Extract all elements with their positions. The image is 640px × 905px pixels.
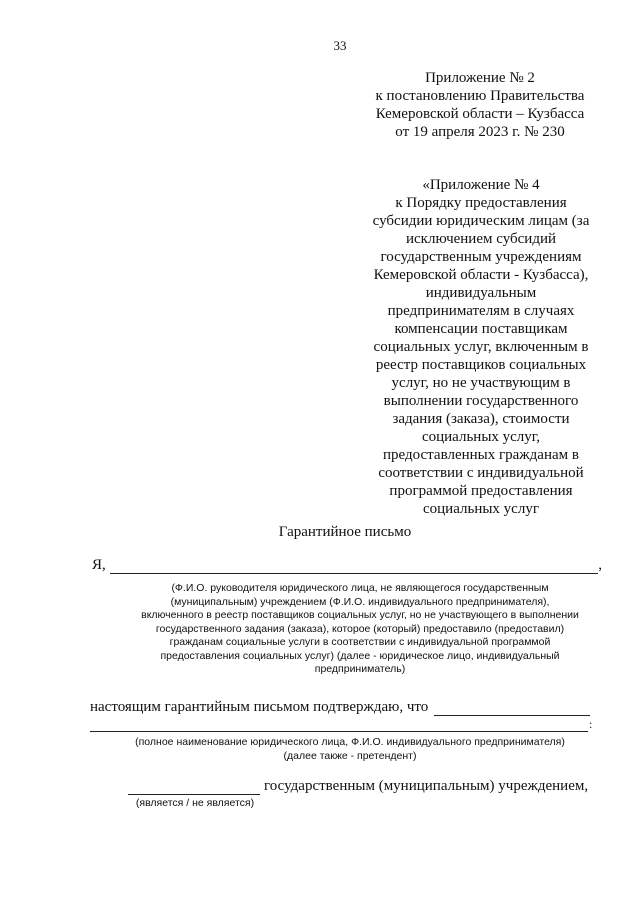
appendix-nested-line: государственным учреждениям: [380, 249, 582, 265]
status-caption: (является / не является): [135, 797, 255, 809]
appendix-nested-line: социальных услуг,: [421, 429, 541, 445]
ya-line-end: ,: [598, 557, 602, 573]
appendix-nested-line: к Порядку предоставления: [395, 195, 567, 211]
appendix-nested-line: социальных услуг, включенным в: [373, 339, 589, 355]
status-field[interactable]: [128, 779, 260, 795]
caption-line: предприниматель): [314, 663, 406, 675]
appendix-header-line: Кемеровской области – Кузбасса: [375, 106, 585, 122]
appendix-nested-line: предпринимателям в случаях: [387, 303, 575, 319]
appendix-nested-line: реестр поставщиков социальных: [375, 357, 587, 373]
appendix-nested-line: задания (заказа), стоимости: [392, 411, 570, 427]
director-name-field[interactable]: [110, 558, 598, 574]
confirm-line: [90, 699, 590, 716]
caption-line: гражданам социальные услуги в соответствии с индивидуальной программой: [169, 636, 551, 648]
status-text: государственным (муниципальным) учреждением,: [264, 778, 589, 794]
ya-line: [92, 557, 602, 574]
appendix-nested-line: исключением субсидий: [405, 231, 556, 247]
confirm-text: настоящим гарантийным письмом подтверждаю, что: [90, 699, 429, 715]
caption-line: (полное наименование юридического лица, Ф.И.О. индивидуального предпринимателя): [135, 736, 565, 748]
appendix-nested-line: предоставленных гражданам в: [383, 447, 579, 463]
appendix-nested-line: выполнении государственного: [383, 393, 579, 409]
caption-line: (Ф.И.О. руководителя юридического лица, не являющегося государственным: [171, 582, 549, 594]
confirm-field[interactable]: [434, 700, 590, 716]
caption-line: (далее также - претендент): [283, 749, 417, 762]
appendix-nested-line: индивидуальным: [425, 285, 537, 301]
ya-label: Я,: [92, 557, 106, 573]
appendix-nested-line: программой предоставления: [389, 483, 573, 499]
appendix-nested-line: Кемеровской области - Кузбасса),: [373, 267, 589, 283]
caption-line: (муниципальным) учреждением (Ф.И.О. индивидуального предпринимателя),: [170, 595, 550, 608]
appendix-nested-line: соответствии с индивидуальной: [378, 465, 584, 481]
director-caption: [80, 582, 640, 677]
caption-line: предоставления социальных услуг) (далее - юридическое лицо, индивидуальный: [160, 649, 560, 662]
appendix-nested-line: «Приложение № 4: [422, 177, 540, 193]
appendix-nested-line: субсидии юридическим лицам (за: [372, 213, 590, 229]
document-title: Гарантийное письмо: [278, 524, 412, 540]
appendix-header-line: к постановлению Правительства: [375, 88, 585, 104]
appendix-header-line: от 19 апреля 2023 г. № 230: [395, 124, 565, 140]
appendix-header: [350, 69, 610, 141]
status-line: [128, 778, 598, 795]
applicant-line-end: :: [589, 717, 593, 731]
applicant-caption: [60, 736, 640, 763]
appendix-nested-line: услуг, но не участвующим в: [391, 375, 571, 391]
page-number: 33: [333, 38, 347, 53]
appendix-header-line: Приложение № 2: [425, 70, 535, 86]
appendix-nested-line: компенсации поставщикам: [394, 321, 568, 337]
caption-line: включенного в реестр поставщиков социальных услуг, но не участвующего в выполнении: [141, 609, 579, 621]
caption-line: государственного задания (заказа), которое (который) предоставило (предоставил): [155, 622, 565, 635]
applicant-name-field[interactable]: [90, 717, 588, 732]
appendix-nested-line: социальных услуг: [423, 501, 539, 517]
appendix-nested: [358, 176, 604, 518]
